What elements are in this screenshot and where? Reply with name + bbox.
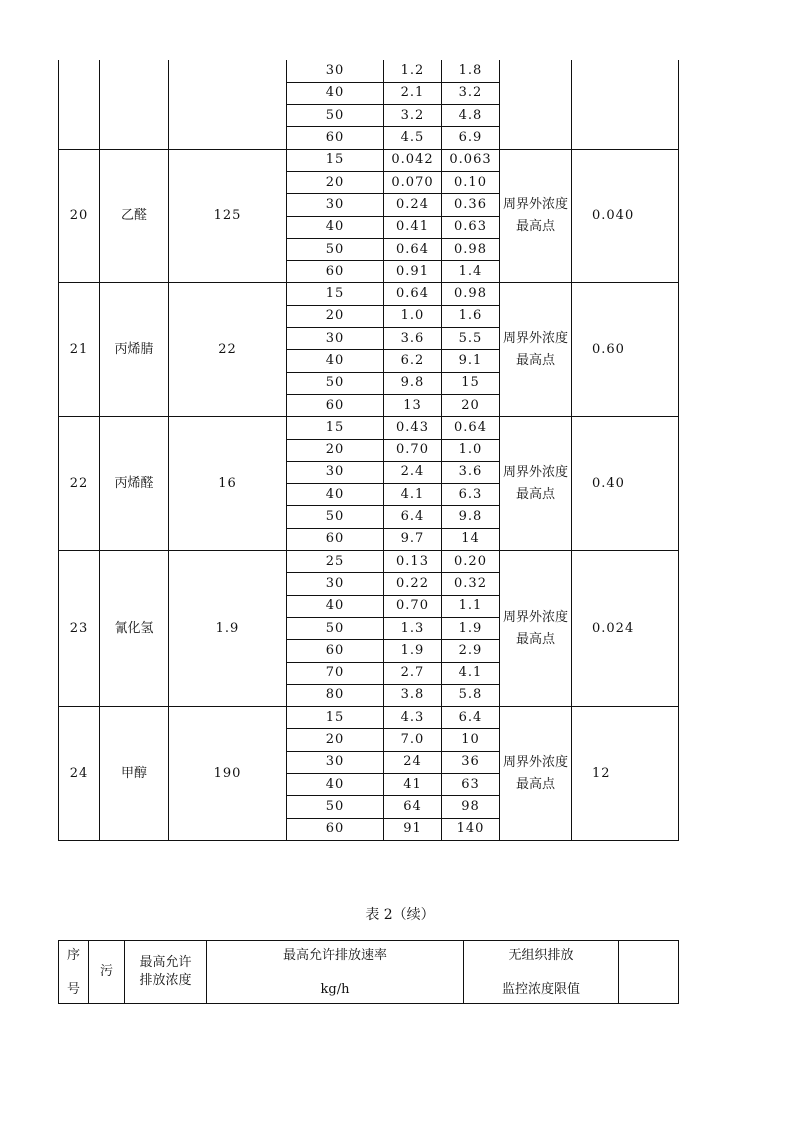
cell-stack-height: 15 [287, 707, 384, 729]
cell-stack-height: 20 [287, 305, 384, 327]
cell-rate-level-3: 3.6 [442, 461, 500, 483]
cell-monitor-point: 周界外浓度最高点 [500, 551, 572, 707]
cell-pollutant-name: 丙烯腈 [100, 283, 169, 417]
table-row [59, 283, 679, 305]
cell-rate-level-2: 91 [384, 818, 442, 840]
cell-rate-level-2: 3.8 [384, 684, 442, 706]
table-row [59, 707, 679, 729]
cell-stack-height: 25 [287, 551, 384, 573]
cell-rate-level-2: 64 [384, 796, 442, 818]
table-title: 表 2（续） [365, 907, 435, 923]
cell-max-concentration [169, 60, 287, 149]
cell-serial-number: 22 [59, 417, 100, 551]
cell-rate-level-2: 3.6 [384, 328, 442, 350]
cell-rate-level-3: 5.8 [442, 684, 500, 706]
cell-stack-height: 60 [287, 528, 384, 550]
emission-limits-table [58, 60, 679, 841]
cell-stack-height: 15 [287, 283, 384, 305]
cell-max-concentration: 125 [169, 149, 287, 283]
cell-rate-level-3: 2.9 [442, 640, 500, 662]
header-table-viewport [58, 940, 618, 1004]
cell-rate-level-2: 0.22 [384, 573, 442, 595]
cell-rate-level-3: 4.1 [442, 662, 500, 684]
cell-rate-level-2: 1.0 [384, 305, 442, 327]
cell-rate-level-3: 10 [442, 729, 500, 751]
cell-rate-level-3: 140 [442, 818, 500, 840]
table-row [59, 417, 679, 439]
cell-stack-height: 30 [287, 328, 384, 350]
header-rate-unit: kg/h [320, 982, 350, 997]
cell-rate-level-3: 1.6 [442, 305, 500, 327]
cell-rate-level-2: 9.7 [384, 528, 442, 550]
cell-monitor-point: 周界外浓度最高点 [500, 417, 572, 551]
cell-stack-height: 30 [287, 194, 384, 216]
cell-stack-height: 20 [287, 171, 384, 193]
cell-stack-height: 50 [287, 372, 384, 394]
cell-pollutant-name: 氰化氢 [100, 551, 169, 707]
cell-rate-level-3: 63 [442, 774, 500, 796]
cell-rate-level-2: 4.3 [384, 707, 442, 729]
cell-rate-level-2: 0.042 [384, 149, 442, 171]
table-row [59, 60, 679, 82]
cell-serial-number: 21 [59, 283, 100, 417]
cell-rate-level-3: 0.98 [442, 283, 500, 305]
cell-rate-level-3: 0.20 [442, 551, 500, 573]
cell-pollutant-name: 丙烯醛 [100, 417, 169, 551]
cell-rate-level-2: 6.2 [384, 350, 442, 372]
cell-stack-height: 30 [287, 751, 384, 773]
cell-stack-height: 30 [287, 60, 384, 82]
cell-monitor-point: 周界外浓度最高点 [500, 149, 572, 283]
cell-rate-level-2: 3.2 [384, 105, 442, 127]
header-max-concentration [125, 941, 207, 1004]
cell-stack-height: 30 [287, 461, 384, 483]
cell-max-concentration: 22 [169, 283, 287, 417]
cell-stack-height: 60 [287, 261, 384, 283]
cell-rate-level-2: 0.24 [384, 194, 442, 216]
cell-concentration-limit [572, 60, 679, 149]
cell-pollutant-name [100, 60, 169, 149]
cell-monitor-point: 周界外浓度最高点 [500, 707, 572, 841]
cell-pollutant-name: 乙醛 [100, 149, 169, 283]
cell-serial-number: 20 [59, 149, 100, 283]
emission-table-viewport [58, 60, 635, 842]
table-row [59, 551, 679, 573]
header-serial-number [59, 941, 89, 1004]
cell-concentration-limit: 0.024 [572, 551, 679, 707]
cell-stack-height: 60 [287, 818, 384, 840]
header-conc-line2: 排放浓度 [139, 973, 192, 988]
cell-rate-level-3: 0.36 [442, 194, 500, 216]
cell-rate-level-2: 7.0 [384, 729, 442, 751]
cell-serial-number [59, 60, 100, 149]
cell-stack-height: 30 [287, 573, 384, 595]
cell-rate-level-3: 1.0 [442, 439, 500, 461]
cell-pollutant-name: 甲醇 [100, 707, 169, 841]
cell-rate-level-3: 4.8 [442, 105, 500, 127]
cell-max-concentration: 1.9 [169, 551, 287, 707]
cell-rate-level-2: 0.70 [384, 595, 442, 617]
cell-rate-level-2: 6.4 [384, 506, 442, 528]
cell-stack-height: 80 [287, 684, 384, 706]
cell-rate-level-2: 24 [384, 751, 442, 773]
cell-stack-height: 50 [287, 105, 384, 127]
cell-rate-level-3: 0.98 [442, 238, 500, 260]
cell-max-concentration: 16 [169, 417, 287, 551]
cell-stack-height: 70 [287, 662, 384, 684]
cell-rate-level-2: 0.43 [384, 417, 442, 439]
cell-stack-height: 60 [287, 127, 384, 149]
cell-serial-number: 23 [59, 551, 100, 707]
header-unorg-line2: 监控浓度限值 [501, 982, 580, 997]
cell-stack-height: 15 [287, 417, 384, 439]
cell-rate-level-2: 0.070 [384, 171, 442, 193]
cell-rate-level-3: 0.32 [442, 573, 500, 595]
cell-rate-level-3: 0.64 [442, 417, 500, 439]
header-max-rate [207, 941, 464, 1004]
cell-rate-level-2: 1.2 [384, 60, 442, 82]
cell-rate-level-3: 9.1 [442, 350, 500, 372]
header-extra-cell [619, 941, 679, 1004]
cell-rate-level-3: 1.8 [442, 60, 500, 82]
cell-stack-height: 40 [287, 216, 384, 238]
cell-rate-level-3: 6.9 [442, 127, 500, 149]
cell-max-concentration: 190 [169, 707, 287, 841]
cell-rate-level-2: 2.1 [384, 82, 442, 104]
cell-stack-height: 40 [287, 82, 384, 104]
cell-serial-number: 24 [59, 707, 100, 841]
cell-stack-height: 50 [287, 238, 384, 260]
cell-rate-level-3: 0.63 [442, 216, 500, 238]
cell-rate-level-3: 15 [442, 372, 500, 394]
cell-concentration-limit: 0.40 [572, 417, 679, 551]
cell-rate-level-2: 2.4 [384, 461, 442, 483]
table-continued-header [58, 940, 679, 1004]
cell-stack-height: 40 [287, 350, 384, 372]
cell-stack-height: 50 [287, 617, 384, 639]
cell-stack-height: 40 [287, 774, 384, 796]
cell-rate-level-3: 6.4 [442, 707, 500, 729]
cell-stack-height: 50 [287, 796, 384, 818]
cell-stack-height: 60 [287, 640, 384, 662]
cell-rate-level-3: 36 [442, 751, 500, 773]
cell-rate-level-2: 0.70 [384, 439, 442, 461]
cell-rate-level-3: 98 [442, 796, 500, 818]
cell-rate-level-2: 41 [384, 774, 442, 796]
header-conc-line1: 最高允许 [139, 955, 192, 970]
cell-monitor-point: 周界外浓度最高点 [500, 283, 572, 417]
cell-rate-level-3: 0.10 [442, 171, 500, 193]
cell-monitor-point [500, 60, 572, 149]
table-row [59, 149, 679, 171]
header-unorganized-limit [464, 941, 619, 1004]
cell-rate-level-3: 0.063 [442, 149, 500, 171]
cell-rate-level-2: 2.7 [384, 662, 442, 684]
cell-stack-height: 15 [287, 149, 384, 171]
cell-rate-level-2: 4.1 [384, 484, 442, 506]
cell-stack-height: 40 [287, 484, 384, 506]
cell-rate-level-2: 4.5 [384, 127, 442, 149]
cell-rate-level-3: 1.1 [442, 595, 500, 617]
cell-stack-height: 20 [287, 439, 384, 461]
cell-rate-level-3: 5.5 [442, 328, 500, 350]
cell-rate-level-2: 0.41 [384, 216, 442, 238]
cell-concentration-limit: 0.040 [572, 149, 679, 283]
cell-stack-height: 60 [287, 394, 384, 416]
header-serial-bottom: 号 [66, 982, 80, 997]
cell-rate-level-2: 13 [384, 394, 442, 416]
cell-rate-level-3: 1.9 [442, 617, 500, 639]
cell-rate-level-3: 9.8 [442, 506, 500, 528]
cell-rate-level-2: 0.64 [384, 238, 442, 260]
header-serial-top: 序 [66, 948, 80, 963]
cell-rate-level-2: 0.91 [384, 261, 442, 283]
cell-stack-height: 20 [287, 729, 384, 751]
header-unorg-line1: 无组织排放 [508, 948, 574, 963]
cell-rate-level-3: 6.3 [442, 484, 500, 506]
cell-rate-level-2: 1.3 [384, 617, 442, 639]
cell-rate-level-2: 0.13 [384, 551, 442, 573]
cell-concentration-limit: 0.60 [572, 283, 679, 417]
cell-concentration-limit: 12 [572, 707, 679, 841]
cell-rate-level-3: 3.2 [442, 82, 500, 104]
cell-stack-height: 40 [287, 595, 384, 617]
cell-rate-level-3: 1.4 [442, 261, 500, 283]
cell-rate-level-3: 14 [442, 528, 500, 550]
header-pollutant: 污 [89, 941, 125, 1004]
cell-rate-level-2: 9.8 [384, 372, 442, 394]
cell-rate-level-2: 0.64 [384, 283, 442, 305]
header-rate-title: 最高允许排放速率 [282, 948, 387, 963]
cell-stack-height: 50 [287, 506, 384, 528]
cell-rate-level-2: 1.9 [384, 640, 442, 662]
cell-rate-level-3: 20 [442, 394, 500, 416]
